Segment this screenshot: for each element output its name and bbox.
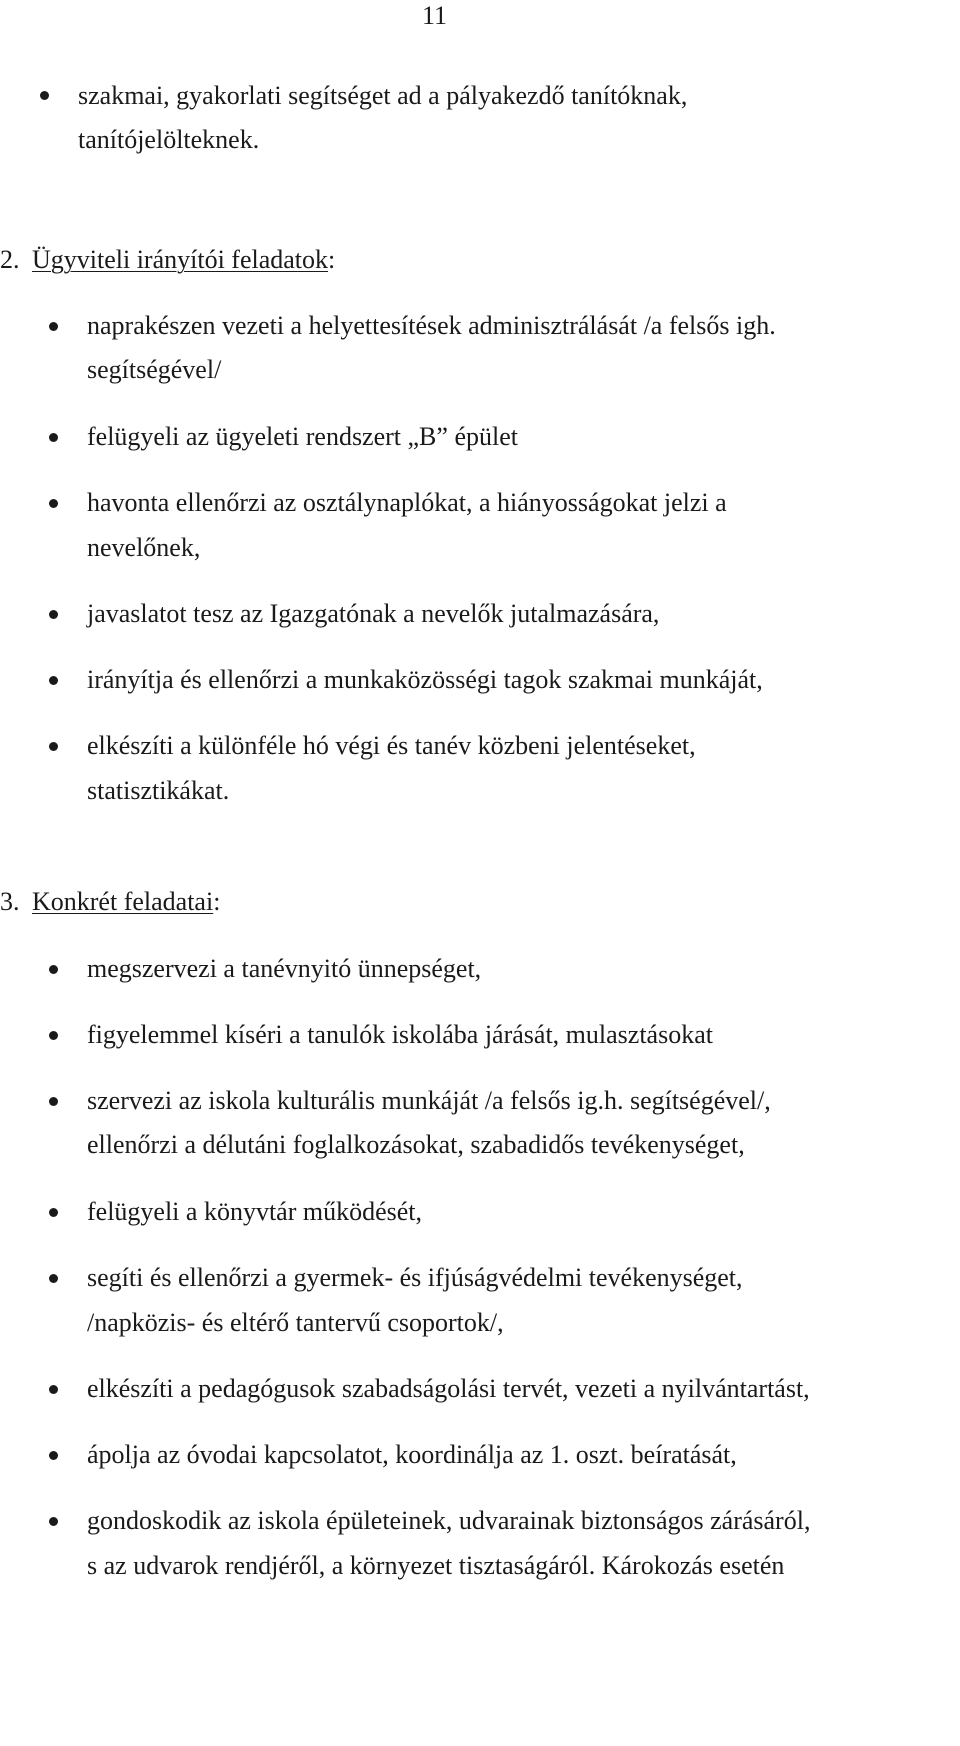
- section-heading: [0, 884, 220, 920]
- bullet-icon: [49, 965, 58, 974]
- section-colon: :: [213, 887, 221, 916]
- list-item-line: megszervezi a tanévnyitó ünnepséget,: [87, 954, 482, 983]
- bullet-icon: [49, 610, 58, 619]
- bullet-icon: [49, 676, 58, 685]
- section-number: 3.: [0, 887, 20, 916]
- list-item-line: nevelőnek,: [87, 533, 201, 562]
- list-item-line: irányítja és ellenőrzi a munkaközösségi tagok szakmai munkáját,: [87, 665, 763, 694]
- list-item-line: havonta ellenőrzi az osztálynaplókat, a hiányosságokat jelzi a: [87, 488, 727, 517]
- list-item-line: felügyeli az ügyeleti rendszert „B” épület: [87, 422, 518, 451]
- list-item-line: /napközis- és eltérő tantervű csoportok/,: [87, 1308, 504, 1337]
- list-item-line: szakmai, gyakorlati segítséget ad a pályakezdő tanítóknak,: [78, 81, 688, 110]
- list-item-line: segíti és ellenőrzi a gyermek- és ifjúságvédelmi tevékenységet,: [87, 1263, 743, 1292]
- bullet-icon: [49, 1097, 58, 1106]
- bullet-icon: [49, 1517, 58, 1526]
- bullet-icon: [49, 1451, 58, 1460]
- list-item-line: elkészíti a pedagógusok szabadságolási tervét, vezeti a nyilvántartást,: [87, 1374, 810, 1403]
- list-item-line: felügyeli a könyvtár működését,: [87, 1197, 423, 1226]
- bullet-icon: [40, 91, 49, 100]
- list-item-line: tanítójelölteknek.: [78, 125, 260, 154]
- section-heading: [0, 242, 335, 278]
- list-item-line: javaslatot tesz az Igazgatónak a nevelők jutalmazására,: [87, 599, 660, 628]
- section-number: 2.: [0, 245, 20, 274]
- bullet-icon: [49, 1031, 58, 1040]
- bullet-icon: [49, 499, 58, 508]
- bullet-icon: [49, 1385, 58, 1394]
- list-item-line: gondoskodik az iskola épületeinek, udvarainak biztonságos zárásáról,: [87, 1506, 811, 1535]
- list-item-line: naprakészen vezeti a helyettesítések adminisztrálását /a felsős igh.: [87, 311, 776, 340]
- list-item-line: ellenőrzi a délutáni foglalkozásokat, szabadidős tevékenységet,: [87, 1130, 745, 1159]
- list-item-line: ápolja az óvodai kapcsolatot, koordinálja az 1. oszt. beíratását,: [87, 1440, 737, 1469]
- bullet-icon: [49, 433, 58, 442]
- bullet-icon: [49, 322, 58, 331]
- bullet-icon: [49, 1274, 58, 1283]
- page-number: 11: [422, 1, 448, 30]
- bullet-icon: [49, 1208, 58, 1217]
- section-colon: :: [328, 245, 336, 274]
- list-item-line: elkészíti a különféle hó végi és tanév közbeni jelentéseket,: [87, 731, 696, 760]
- list-item-line: s az udvarok rendjéről, a környezet tisztaságáról. Károkozás esetén: [87, 1551, 785, 1580]
- list-item-line: statisztikákat.: [87, 776, 230, 805]
- bullet-icon: [49, 742, 58, 751]
- section-title: Konkrét feladatai: [32, 887, 214, 916]
- list-item-line: figyelemmel kíséri a tanulók iskolába járását, mulasztásokat: [87, 1020, 713, 1049]
- list-item-line: segítségével/: [87, 355, 222, 384]
- section-title: Ügyviteli irányítói feladatok: [32, 245, 329, 274]
- list-item-line: szervezi az iskola kulturális munkáját /a felsős ig.h. segítségével/,: [87, 1086, 771, 1115]
